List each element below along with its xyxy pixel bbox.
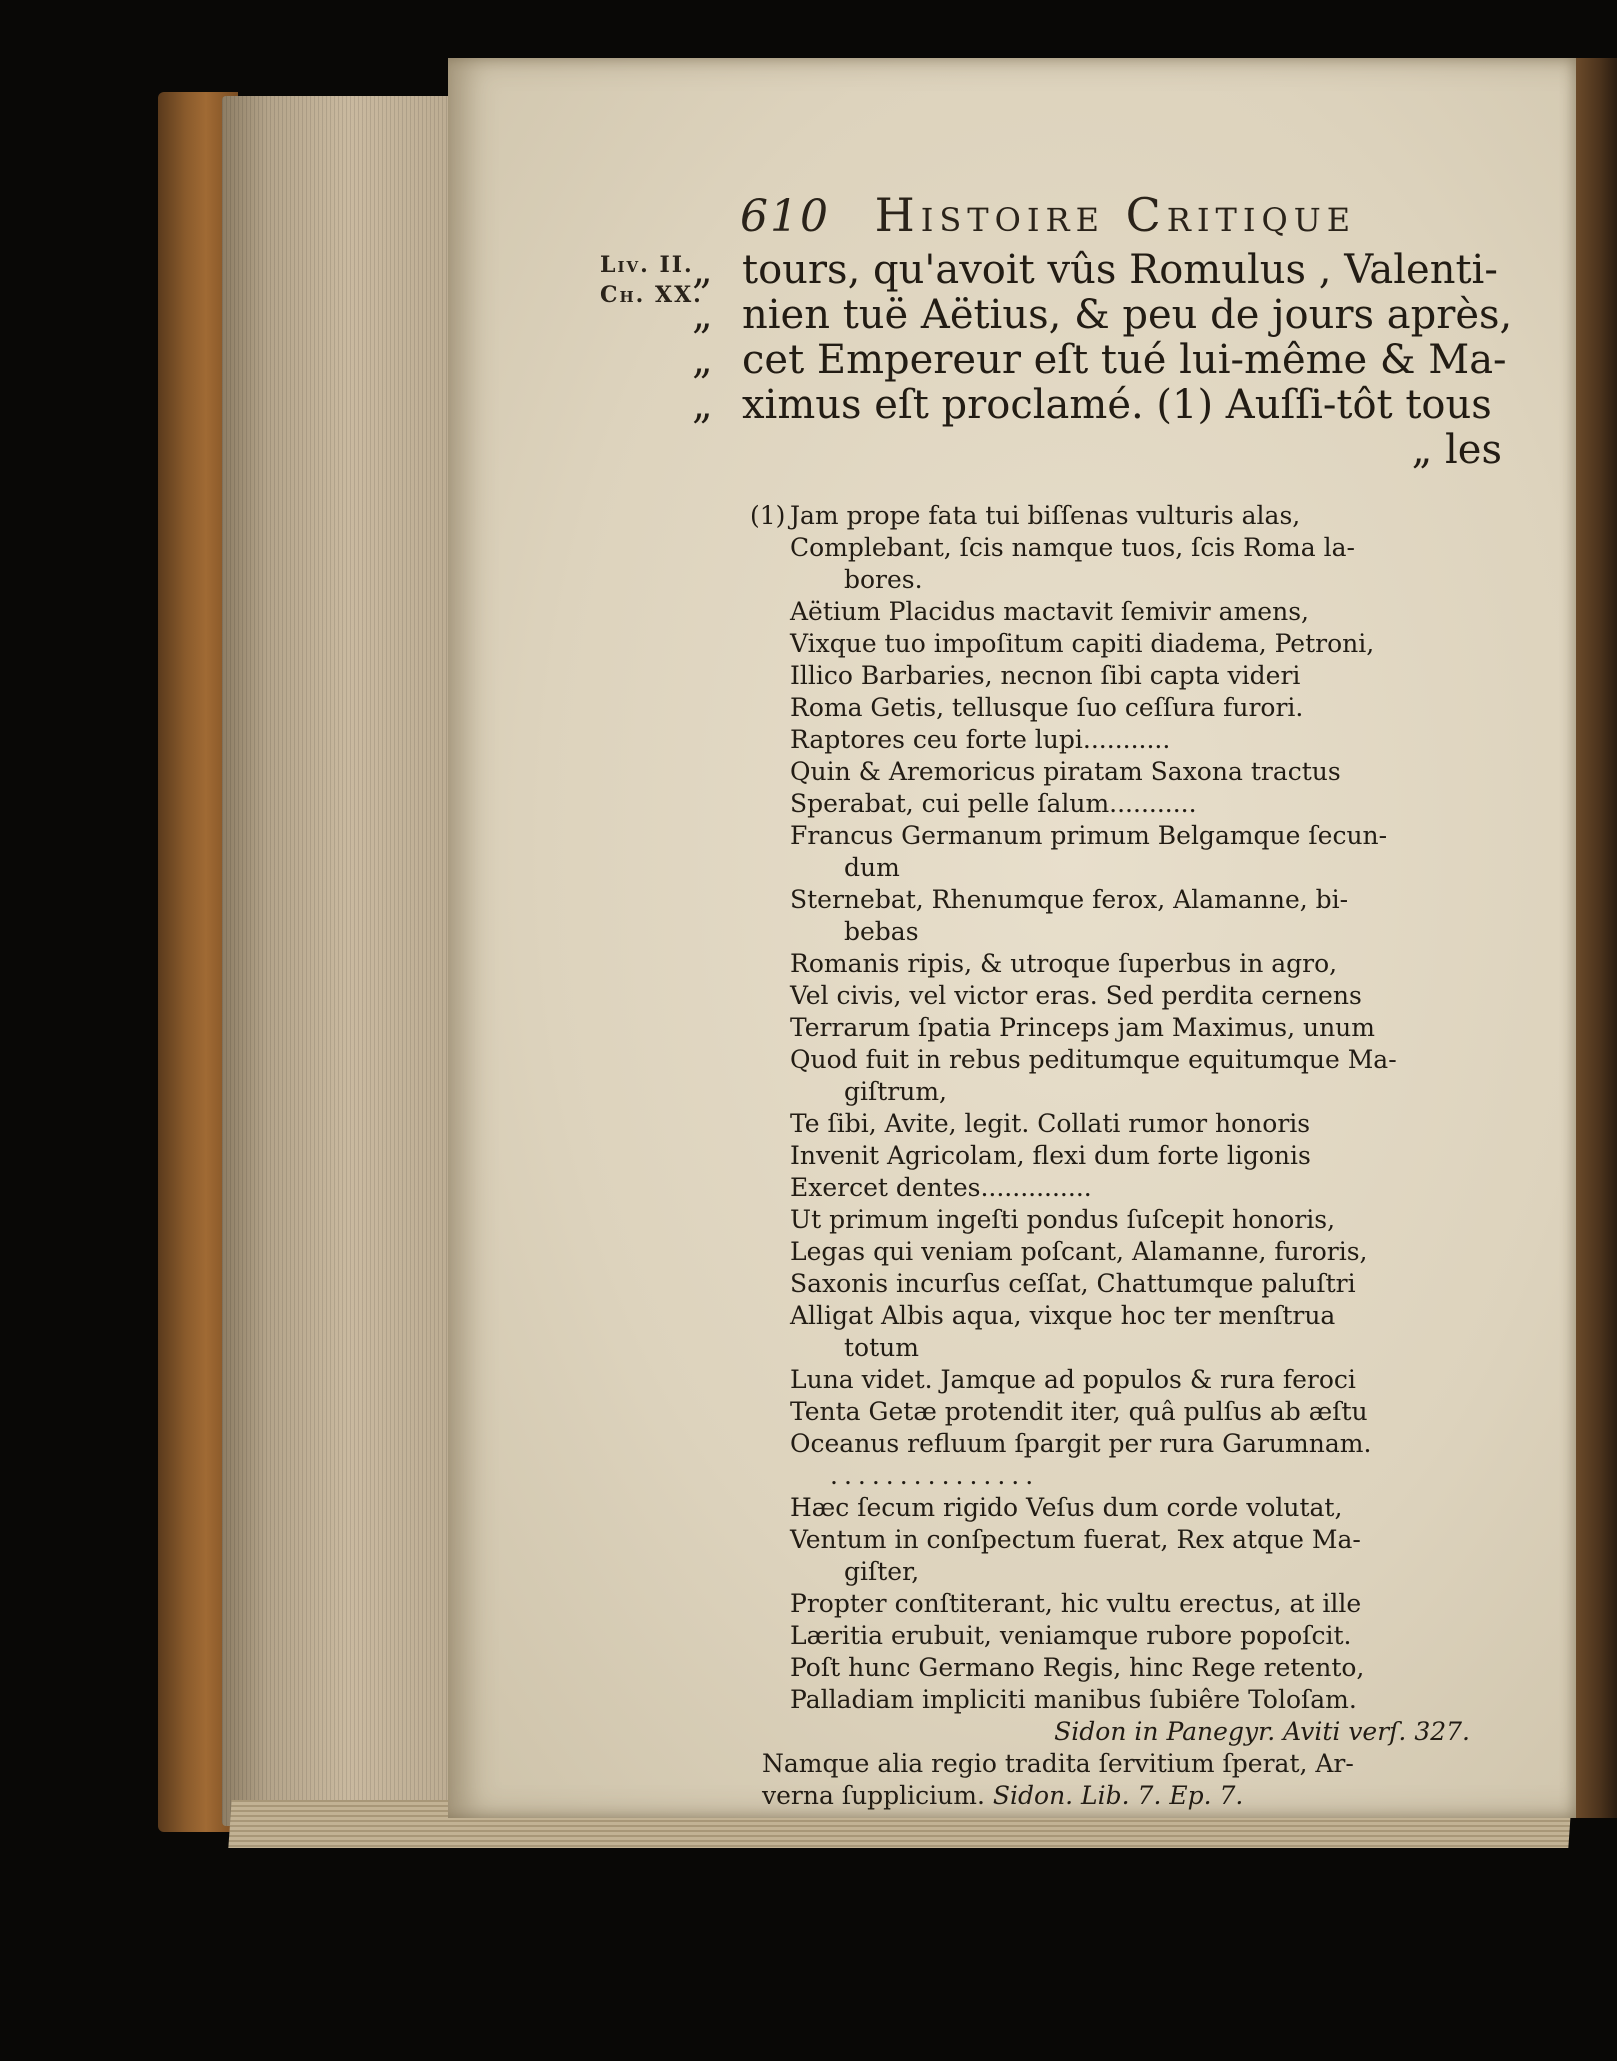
- footnote-line: Oceanus refluum ſpargit per rura Garumnam.: [790, 1429, 1372, 1458]
- footnote-line: Quin & Aremoricus piratam Saxona tractus: [790, 757, 1341, 786]
- quote-mark: „: [692, 382, 713, 428]
- running-head: [740, 188, 1356, 242]
- quote-mark: „: [692, 292, 713, 338]
- footnote-line: Ut primum ingeſti pondus ſuſcepit honoris,: [790, 1205, 1336, 1234]
- footnote-marker: (1): [750, 501, 786, 530]
- closing-text-2: verna ſupplicium.: [762, 1781, 985, 1810]
- body-line: [692, 382, 1502, 428]
- main-text: [692, 247, 1513, 473]
- footnote-line: Sperabat, cui pelle ſalum...........: [790, 789, 1197, 818]
- footnote-line: Legas qui veniam poſcant, Alamanne, furoris,: [790, 1237, 1368, 1266]
- footnote-line: Illico Barbaries, necnon ſibi capta videri: [790, 661, 1301, 690]
- footnote-line: Vel civis, vel victor eras. Sed perdita cernens: [790, 981, 1362, 1010]
- page-edges: [222, 96, 454, 1826]
- footnote-line: Saxonis incurſus ceſſat, Chattumque paluſtri: [790, 1269, 1356, 1298]
- footnote-line: Propter conſtiterant, hic vultu erectus, at ille: [790, 1589, 1362, 1618]
- footnote-line: Vixque tuo impoſitum capiti diadema, Petroni,: [790, 629, 1375, 658]
- footnote-line: Exercet dentes..............: [790, 1173, 1092, 1202]
- footnote-line: Aëtium Placidus mactavit ſemivir amens,: [790, 597, 1309, 626]
- footnote-line: Raptores ceu forte lupi...........: [790, 725, 1171, 754]
- quote-mark: „: [692, 337, 713, 383]
- footnote-line: Ventum in conſpectum fuerat, Rex atque Ma-: [790, 1525, 1361, 1554]
- body-line-text: tours, qu'avoit vûs Romulus , Valenti-: [742, 247, 1498, 293]
- closing-reference: Sidon. Lib. 7. Ep. 7.: [992, 1781, 1244, 1810]
- footnote-ellipsis: ...............: [830, 1461, 1040, 1490]
- footnote-source: Sidon in Panegyr. Aviti verſ. 327.: [1054, 1717, 1470, 1746]
- footnote-line: Roma Getis, tellusque ſuo ceſſura furori.: [790, 693, 1304, 722]
- footnote-line: Francus Germanum primum Belgamque ſecun-: [790, 821, 1388, 850]
- closing-text: Namque alia regio tradita ſervitium ſperat, Ar-: [762, 1749, 1354, 1778]
- footnote-closing-line: [762, 1780, 1500, 1812]
- footnote-line: dum: [844, 853, 900, 882]
- margin-note-chapter: Ch. XX.: [600, 282, 703, 308]
- footnote-line: Te ſibi, Avite, legit. Collati rumor honoris: [790, 1109, 1311, 1138]
- footnote-line: Luna videt. Jamque ad populos & rura feroci: [790, 1365, 1356, 1394]
- page-number: 610: [740, 191, 830, 242]
- footnote-line: Tenta Getæ protendit iter, quâ pulſus ab æſtu: [790, 1397, 1368, 1426]
- body-line-text: ximus eſt proclamé. (1) Auſſi-tôt tous: [742, 382, 1492, 428]
- body-line-text: nien tuë Aëtius, & peu de jours après,: [742, 292, 1513, 338]
- footnote-line: giſter,: [844, 1557, 920, 1586]
- footnote-line: Læritia erubuit, veniamque rubore popoſcit.: [790, 1621, 1352, 1650]
- footnote-line: Invenit Agricolam, flexi dum forte ligonis: [790, 1141, 1311, 1170]
- footnote-line: totum: [844, 1333, 919, 1362]
- body-line: [692, 247, 1502, 293]
- body-line: [692, 337, 1507, 383]
- quote-mark: „: [692, 247, 713, 293]
- footnote-line: Sternebat, Rhenumque ferox, Alamanne, bi-: [790, 885, 1349, 914]
- footnote-line: Jam prope fata tui biſſenas vulturis alas,: [790, 501, 1301, 530]
- margin-note-book: Liv. II.: [600, 252, 694, 278]
- footnote-line: Poſt hunc Germano Regis, hinc Rege retento,: [790, 1653, 1365, 1682]
- footnote-closing-line: [762, 1748, 1500, 1780]
- footnote-line: Complebant, ſcis namque tuos, ſcis Roma la-: [790, 533, 1355, 562]
- right-cover-edge: [1576, 58, 1617, 1818]
- footnote-line: Hæc ſecum rigido Veſus dum corde volutat,: [790, 1493, 1343, 1522]
- footnote-line: Romanis ripis, & utroque ſuperbus in agro,: [790, 949, 1338, 978]
- running-title: Histoire Critique: [874, 188, 1357, 242]
- footnote-line: giſtrum,: [844, 1077, 948, 1106]
- footnote-line: Palladiam impliciti manibus ſubiêre Toloſam.: [790, 1685, 1357, 1714]
- catchword: „ les: [1411, 427, 1502, 473]
- body-line-text: cet Empereur eſt tué lui-même & Ma-: [742, 337, 1507, 383]
- footnote: [750, 500, 1500, 1812]
- body-line: [692, 292, 1513, 338]
- footnote-line: Quod fuit in rebus peditumque equitumque Ma-: [790, 1045, 1397, 1074]
- footnote-line: bores.: [844, 565, 923, 594]
- footnote-line: bebas: [844, 917, 919, 946]
- footnote-line: Alligat Albis aqua, vixque hoc ter menſtrua: [790, 1301, 1336, 1330]
- footnote-line: Terrarum ſpatia Princeps jam Maximus, unum: [790, 1013, 1375, 1042]
